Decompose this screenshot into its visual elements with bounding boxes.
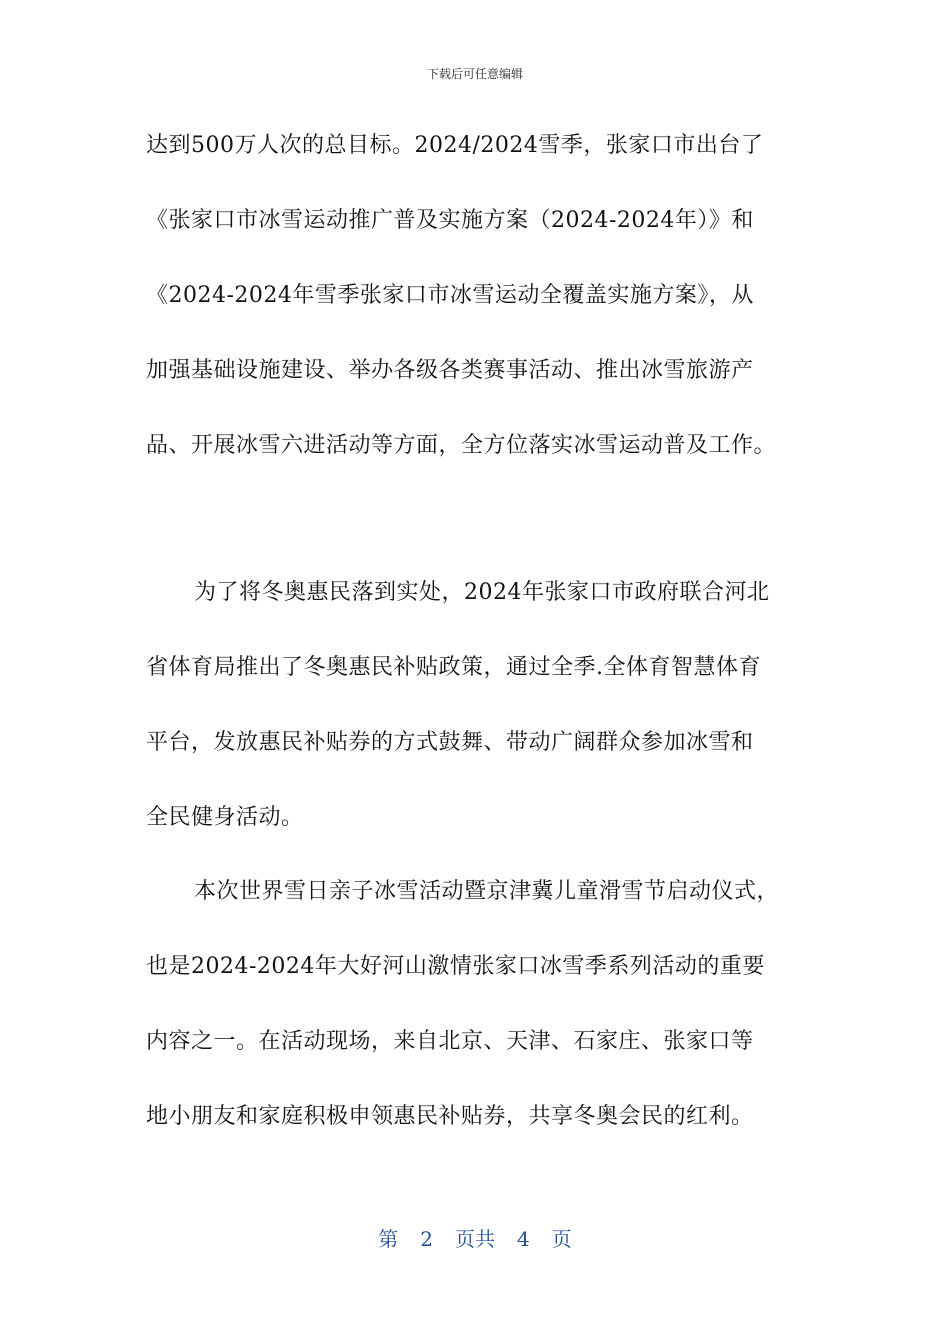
text-line: 《2024-2024年雪季张家口市冰雪运动全覆盖实施方案》，从: [146, 283, 754, 308]
page-header: 下载后可任意编辑: [426, 67, 523, 81]
text-line: 平台，发放惠民补贴券的方式鼓舞、带动广阔群众参加冰雪和: [146, 730, 754, 755]
footer-prefix: 第: [378, 1227, 399, 1251]
text-line: 内容之一。在活动现场，来自北京、天津、石家庄、张家口等: [146, 1029, 754, 1054]
text-line: 品、开展冰雪六进活动等方面，全方位落实冰雪运动普及工作。: [146, 433, 777, 458]
text-line: 《张家口市冰雪运动推广普及实施方案（2024-2024年）》和: [146, 208, 754, 233]
text-line: 本次世界雪日亲子冰雪活动暨京津冀儿童滑雪节启动仪式，: [194, 879, 780, 904]
footer-middle: 页共: [455, 1227, 495, 1251]
page-number: 2: [420, 1227, 433, 1251]
page-total: 4: [517, 1227, 530, 1251]
text-line: 达到500万人次的总目标。2024/2024雪季，张家口市出台了: [146, 133, 764, 158]
text-line: 为了将冬奥惠民落到实处，2024年张家口市政府联合河北: [194, 580, 770, 605]
page-footer: [0, 1226, 950, 1252]
text-line: 也是2024-2024年大好河山激情张家口冰雪季系列活动的重要: [146, 954, 765, 979]
text-line: 省体育局推出了冬奥惠民补贴政策，通过全季.全体育智慧体育: [146, 655, 761, 680]
text-line: 地小朋友和家庭积极申领惠民补贴券，共享冬奥会民的红利。: [146, 1104, 754, 1129]
footer-suffix: 页: [551, 1227, 572, 1251]
text-line: 全民健身活动。: [146, 805, 304, 830]
text-line: 加强基础设施建设、举办各级各类赛事活动、推出冰雪旅游产: [146, 358, 754, 383]
